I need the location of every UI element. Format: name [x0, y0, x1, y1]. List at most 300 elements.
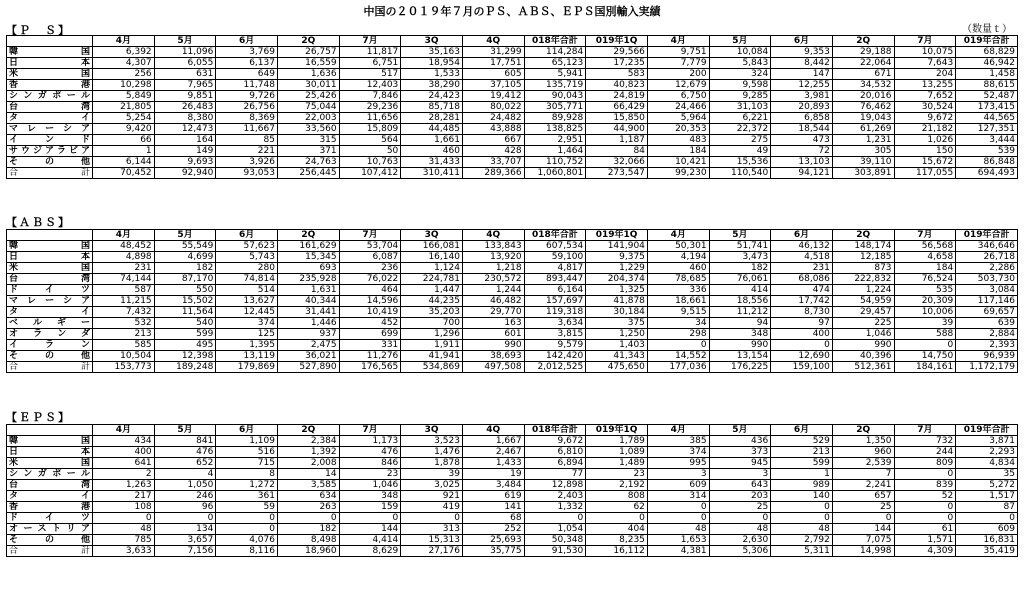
column-header: 2Q [832, 230, 894, 241]
value-cell: 400 [93, 447, 155, 458]
value-cell: 1,026 [894, 135, 956, 146]
value-cell: 7,652 [894, 91, 956, 102]
value-cell: 18,544 [771, 124, 833, 135]
value-cell: 43,888 [462, 124, 524, 135]
eps-import-table [6, 424, 1018, 557]
value-cell: 35,775 [462, 546, 524, 557]
value-cell: 4,307 [93, 58, 155, 69]
value-cell: 6,810 [524, 447, 586, 458]
value-cell: 532 [93, 318, 155, 329]
value-cell: 48 [771, 524, 833, 535]
column-header: 4Q [462, 230, 524, 241]
value-cell: 11,276 [339, 351, 401, 362]
value-cell: 217 [93, 491, 155, 502]
value-cell: 25,426 [277, 91, 339, 102]
table-row [7, 513, 1018, 524]
value-cell: 989 [771, 480, 833, 491]
value-cell: 4,414 [339, 535, 401, 546]
value-cell: 599 [154, 329, 216, 340]
value-cell: 809 [894, 458, 956, 469]
value-cell: 280 [216, 263, 278, 274]
value-cell: 263 [277, 502, 339, 513]
value-cell: 138,825 [524, 124, 586, 135]
value-cell: 313 [401, 524, 463, 535]
value-cell: 40,396 [832, 351, 894, 362]
value-cell: 6,144 [93, 157, 155, 168]
value-cell: 29,188 [832, 47, 894, 58]
value-cell: 68,829 [956, 47, 1018, 58]
value-cell: 163 [462, 318, 524, 329]
value-cell: 298 [647, 329, 709, 340]
value-cell: 7,965 [154, 80, 216, 91]
value-cell: 12,690 [771, 351, 833, 362]
value-cell: 1,046 [832, 329, 894, 340]
value-cell: 0 [771, 502, 833, 513]
value-cell: 8,442 [771, 58, 833, 69]
value-cell: 140 [771, 491, 833, 502]
value-cell: 8,116 [216, 546, 278, 557]
value-cell: 5,964 [647, 113, 709, 124]
value-cell: 48 [647, 524, 709, 535]
value-cell: 7 [832, 469, 894, 480]
value-cell: 2,384 [277, 436, 339, 447]
value-cell: 184,161 [894, 362, 956, 373]
value-cell: 87 [956, 502, 1018, 513]
value-cell: 1,789 [586, 436, 648, 447]
country-cell: 日本 [7, 447, 93, 458]
column-header [7, 230, 93, 241]
value-cell: 374 [216, 318, 278, 329]
value-cell: 30,011 [277, 80, 339, 91]
ps-import-table [6, 35, 1018, 179]
value-cell: 59 [216, 502, 278, 513]
column-header: 019年合計 [956, 230, 1018, 241]
value-cell: 189,248 [154, 362, 216, 373]
country-cell: 韓国 [7, 47, 93, 58]
unit-label: （数量ｔ） [962, 24, 1012, 35]
value-cell: 11,667 [216, 124, 278, 135]
table-row [7, 340, 1018, 351]
column-header: 2Q [277, 36, 339, 47]
value-cell: 839 [894, 480, 956, 491]
value-cell: 1,661 [401, 135, 463, 146]
value-cell: 12,398 [154, 351, 216, 362]
value-cell: 127,351 [956, 124, 1018, 135]
value-cell: 55,549 [154, 241, 216, 252]
value-cell: 13,154 [709, 351, 771, 362]
value-cell: 148,174 [832, 241, 894, 252]
value-cell: 184 [647, 146, 709, 157]
value-cell: 1,187 [586, 135, 648, 146]
column-header: 019年合計 [956, 36, 1018, 47]
value-cell: 1,296 [401, 329, 463, 340]
value-cell: 619 [462, 491, 524, 502]
value-cell: 9,598 [709, 80, 771, 91]
value-cell: 30,184 [586, 307, 648, 318]
value-cell: 529 [771, 436, 833, 447]
value-cell: 108 [93, 502, 155, 513]
value-cell: 9,672 [894, 113, 956, 124]
value-cell: 65,123 [524, 58, 586, 69]
value-cell: 1,395 [216, 340, 278, 351]
value-cell: 0 [647, 513, 709, 524]
value-cell: 17,742 [771, 296, 833, 307]
value-cell: 3,444 [956, 135, 1018, 146]
column-header: 4月 [93, 230, 155, 241]
value-cell: 434 [93, 436, 155, 447]
value-cell: 61,269 [832, 124, 894, 135]
value-cell: 76,022 [339, 274, 401, 285]
value-cell: 361 [216, 491, 278, 502]
value-cell: 310,411 [401, 168, 463, 179]
value-cell: 177,036 [647, 362, 709, 373]
value-cell: 11,564 [154, 307, 216, 318]
value-cell: 69,657 [956, 307, 1018, 318]
value-cell: 11,817 [339, 47, 401, 58]
value-cell: 10,084 [709, 47, 771, 58]
value-cell: 23 [339, 469, 401, 480]
table-row [7, 58, 1018, 69]
value-cell: 8,498 [277, 535, 339, 546]
value-cell: 21,182 [894, 124, 956, 135]
value-cell: 0 [524, 513, 586, 524]
value-cell: 119,318 [524, 307, 586, 318]
value-cell: 609 [956, 524, 1018, 535]
value-cell: 2,539 [832, 458, 894, 469]
table-row [7, 168, 1018, 179]
value-cell: 14,998 [832, 546, 894, 557]
value-cell: 1,464 [524, 146, 586, 157]
value-cell: 1,447 [401, 285, 463, 296]
column-header [7, 425, 93, 436]
value-cell: 6,087 [339, 252, 401, 263]
value-cell: 404 [586, 524, 648, 535]
value-cell: 564 [339, 135, 401, 146]
value-cell: 2,884 [956, 329, 1018, 340]
column-header: 2Q [277, 425, 339, 436]
table-row [7, 80, 1018, 91]
country-cell: ドイツ [7, 285, 93, 296]
value-cell: 5,849 [93, 91, 155, 102]
value-cell: 94,121 [771, 168, 833, 179]
value-cell: 176,225 [709, 362, 771, 373]
value-cell: 15,809 [339, 124, 401, 135]
value-cell: 14,750 [894, 351, 956, 362]
value-cell: 5,272 [956, 480, 1018, 491]
value-cell: 374 [647, 447, 709, 458]
value-cell: 15,502 [154, 296, 216, 307]
value-cell: 31,299 [462, 47, 524, 58]
value-cell: 84 [586, 146, 648, 157]
value-cell: 0 [771, 340, 833, 351]
column-header: 019年合計 [956, 425, 1018, 436]
country-cell: 韓国 [7, 436, 93, 447]
value-cell: 1,653 [647, 535, 709, 546]
value-cell: 1,636 [277, 69, 339, 80]
value-cell: 371 [277, 146, 339, 157]
value-cell: 222,832 [832, 274, 894, 285]
table-row [7, 157, 1018, 168]
table-row [7, 263, 1018, 274]
value-cell: 1,571 [894, 535, 956, 546]
value-cell: 142,420 [524, 351, 586, 362]
country-cell: 日本 [7, 58, 93, 69]
value-cell: 4,518 [771, 252, 833, 263]
country-cell: 台湾 [7, 274, 93, 285]
value-cell: 40,823 [586, 80, 648, 91]
value-cell: 700 [401, 318, 463, 329]
value-cell: 643 [709, 480, 771, 491]
value-cell: 231 [771, 263, 833, 274]
value-cell: 0 [894, 502, 956, 513]
value-cell: 110,540 [709, 168, 771, 179]
country-cell: 米国 [7, 458, 93, 469]
value-cell: 25 [832, 502, 894, 513]
value-cell: 0 [894, 513, 956, 524]
value-cell: 134 [154, 524, 216, 535]
table-row [7, 307, 1018, 318]
table-row [7, 135, 1018, 146]
value-cell: 893,447 [524, 274, 586, 285]
table-row [7, 91, 1018, 102]
value-cell: 13,920 [462, 252, 524, 263]
value-cell: 20,353 [647, 124, 709, 135]
value-cell: 517 [339, 69, 401, 80]
value-cell: 9,726 [216, 91, 278, 102]
value-cell: 514 [216, 285, 278, 296]
value-cell: 20,309 [894, 296, 956, 307]
value-cell: 77 [524, 469, 586, 480]
value-cell: 41,941 [401, 351, 463, 362]
country-cell: ベルギー [7, 318, 93, 329]
value-cell: 1,124 [401, 263, 463, 274]
value-cell: 4,898 [93, 252, 155, 263]
column-header [7, 36, 93, 47]
column-header: 7月 [339, 36, 401, 47]
table-row [7, 296, 1018, 307]
value-cell: 990 [709, 340, 771, 351]
value-cell: 473 [771, 135, 833, 146]
value-cell: 30,524 [894, 102, 956, 113]
country-cell: シンガポール [7, 91, 93, 102]
value-cell: 6,055 [154, 58, 216, 69]
value-cell: 0 [401, 513, 463, 524]
value-cell: 150 [894, 146, 956, 157]
value-cell: 9,579 [524, 340, 586, 351]
value-cell: 400 [771, 329, 833, 340]
value-cell: 74,144 [93, 274, 155, 285]
value-cell: 0 [894, 469, 956, 480]
value-cell: 256 [93, 69, 155, 80]
value-cell: 657 [832, 491, 894, 502]
table-row [7, 535, 1018, 546]
table-row [7, 252, 1018, 263]
value-cell: 3,657 [154, 535, 216, 546]
value-cell: 8,380 [154, 113, 216, 124]
value-cell: 159 [339, 502, 401, 513]
value-cell: 0 [709, 513, 771, 524]
value-cell: 3,484 [462, 480, 524, 491]
table-row [7, 469, 1018, 480]
value-cell: 49 [709, 146, 771, 157]
column-header: 2Q [277, 230, 339, 241]
value-cell: 1,433 [462, 458, 524, 469]
value-cell: 224,781 [401, 274, 463, 285]
value-cell: 144 [339, 524, 401, 535]
value-cell: 35,163 [401, 47, 463, 58]
value-cell: 1,533 [401, 69, 463, 80]
country-cell: その他 [7, 535, 93, 546]
value-cell: 699 [339, 329, 401, 340]
value-cell: 39 [401, 469, 463, 480]
value-cell: 32,066 [586, 157, 648, 168]
table-row [7, 47, 1018, 58]
value-cell: 10,006 [894, 307, 956, 318]
value-cell: 583 [586, 69, 648, 80]
value-cell: 51,741 [709, 241, 771, 252]
country-cell: マレーシア [7, 296, 93, 307]
value-cell: 1,050 [154, 480, 216, 491]
value-cell: 26,483 [154, 102, 216, 113]
value-cell: 18,661 [647, 296, 709, 307]
value-cell: 995 [647, 458, 709, 469]
value-cell: 605 [462, 69, 524, 80]
value-cell: 785 [93, 535, 155, 546]
table-row [7, 480, 1018, 491]
value-cell: 10,298 [93, 80, 155, 91]
value-cell: 3,585 [277, 480, 339, 491]
country-cell: サウジアラビア [7, 146, 93, 157]
column-header: 7月 [339, 230, 401, 241]
value-cell: 8,629 [339, 546, 401, 557]
country-cell: 米国 [7, 263, 93, 274]
value-cell: 29,770 [462, 307, 524, 318]
column-header: 019年1Q [586, 230, 648, 241]
value-cell: 9,672 [524, 436, 586, 447]
value-cell: 13,103 [771, 157, 833, 168]
value-cell: 3,981 [771, 91, 833, 102]
value-cell: 12,445 [216, 307, 278, 318]
table-row [7, 274, 1018, 285]
value-cell: 2,393 [956, 340, 1018, 351]
value-cell: 1,489 [586, 458, 648, 469]
value-cell: 1,332 [524, 502, 586, 513]
value-cell: 4 [154, 469, 216, 480]
value-cell: 39,110 [832, 157, 894, 168]
value-cell: 305,771 [524, 102, 586, 113]
value-cell: 13,119 [216, 351, 278, 362]
value-cell: 0 [277, 513, 339, 524]
column-header: 6月 [216, 425, 278, 436]
value-cell: 75,044 [277, 102, 339, 113]
value-cell: 1 [771, 469, 833, 480]
column-header: 4月 [647, 425, 709, 436]
value-cell: 15,850 [586, 113, 648, 124]
value-cell: 3,769 [216, 47, 278, 58]
value-cell: 3 [647, 469, 709, 480]
value-cell: 157,697 [524, 296, 586, 307]
value-cell: 10,421 [647, 157, 709, 168]
value-cell: 33,707 [462, 157, 524, 168]
value-cell: 76,462 [832, 102, 894, 113]
value-cell: 92,940 [154, 168, 216, 179]
value-cell: 1,476 [401, 447, 463, 458]
value-cell: 10,419 [339, 307, 401, 318]
value-cell: 305 [832, 146, 894, 157]
value-cell: 16,831 [956, 535, 1018, 546]
value-cell: 348 [709, 329, 771, 340]
value-cell: 3,871 [956, 436, 1018, 447]
value-cell: 16,112 [586, 546, 648, 557]
value-cell: 607,534 [524, 241, 586, 252]
value-cell: 0 [154, 513, 216, 524]
value-cell: 114,284 [524, 47, 586, 58]
value-cell: 495 [154, 340, 216, 351]
value-cell: 76,524 [894, 274, 956, 285]
value-cell: 960 [832, 447, 894, 458]
value-cell: 1,263 [93, 480, 155, 491]
country-cell: インド [7, 135, 93, 146]
value-cell: 2,293 [956, 447, 1018, 458]
value-cell: 37,105 [462, 80, 524, 91]
value-cell: 16,140 [401, 252, 463, 263]
value-cell: 94 [709, 318, 771, 329]
value-cell: 72 [771, 146, 833, 157]
value-cell: 48 [93, 524, 155, 535]
value-cell: 990 [462, 340, 524, 351]
value-cell: 26,757 [277, 47, 339, 58]
value-cell: 0 [894, 340, 956, 351]
value-cell: 6,221 [709, 113, 771, 124]
value-cell: 85 [216, 135, 278, 146]
value-cell: 117,055 [894, 168, 956, 179]
value-cell: 144 [832, 524, 894, 535]
value-cell: 4,834 [956, 458, 1018, 469]
value-cell: 15,313 [401, 535, 463, 546]
column-header: 018年合計 [524, 425, 586, 436]
value-cell: 22,003 [277, 113, 339, 124]
value-cell: 182 [154, 263, 216, 274]
value-cell: 1,218 [462, 263, 524, 274]
value-cell: 1,089 [586, 447, 648, 458]
value-cell: 2,008 [277, 458, 339, 469]
value-cell: 31,433 [401, 157, 463, 168]
value-cell: 527,890 [277, 362, 339, 373]
value-cell: 27,176 [401, 546, 463, 557]
value-cell: 96 [154, 502, 216, 513]
value-cell: 117,146 [956, 296, 1018, 307]
country-cell: その他 [7, 351, 93, 362]
value-cell: 246 [154, 491, 216, 502]
value-cell: 39 [894, 318, 956, 329]
value-cell: 29,236 [339, 102, 401, 113]
column-header: 7月 [339, 425, 401, 436]
value-cell: 694,493 [956, 168, 1018, 179]
value-cell: 12,403 [339, 80, 401, 91]
value-cell: 1,060,801 [524, 168, 586, 179]
value-cell: 26,718 [956, 252, 1018, 263]
value-cell: 588 [894, 329, 956, 340]
column-header: 7月 [894, 425, 956, 436]
value-cell: 35,419 [956, 546, 1018, 557]
column-header: 6月 [771, 36, 833, 47]
value-cell: 516 [216, 447, 278, 458]
value-cell: 133,843 [462, 241, 524, 252]
value-cell: 41,878 [586, 296, 648, 307]
value-cell: 86,848 [956, 157, 1018, 168]
value-cell: 5,306 [709, 546, 771, 557]
value-cell: 808 [586, 491, 648, 502]
